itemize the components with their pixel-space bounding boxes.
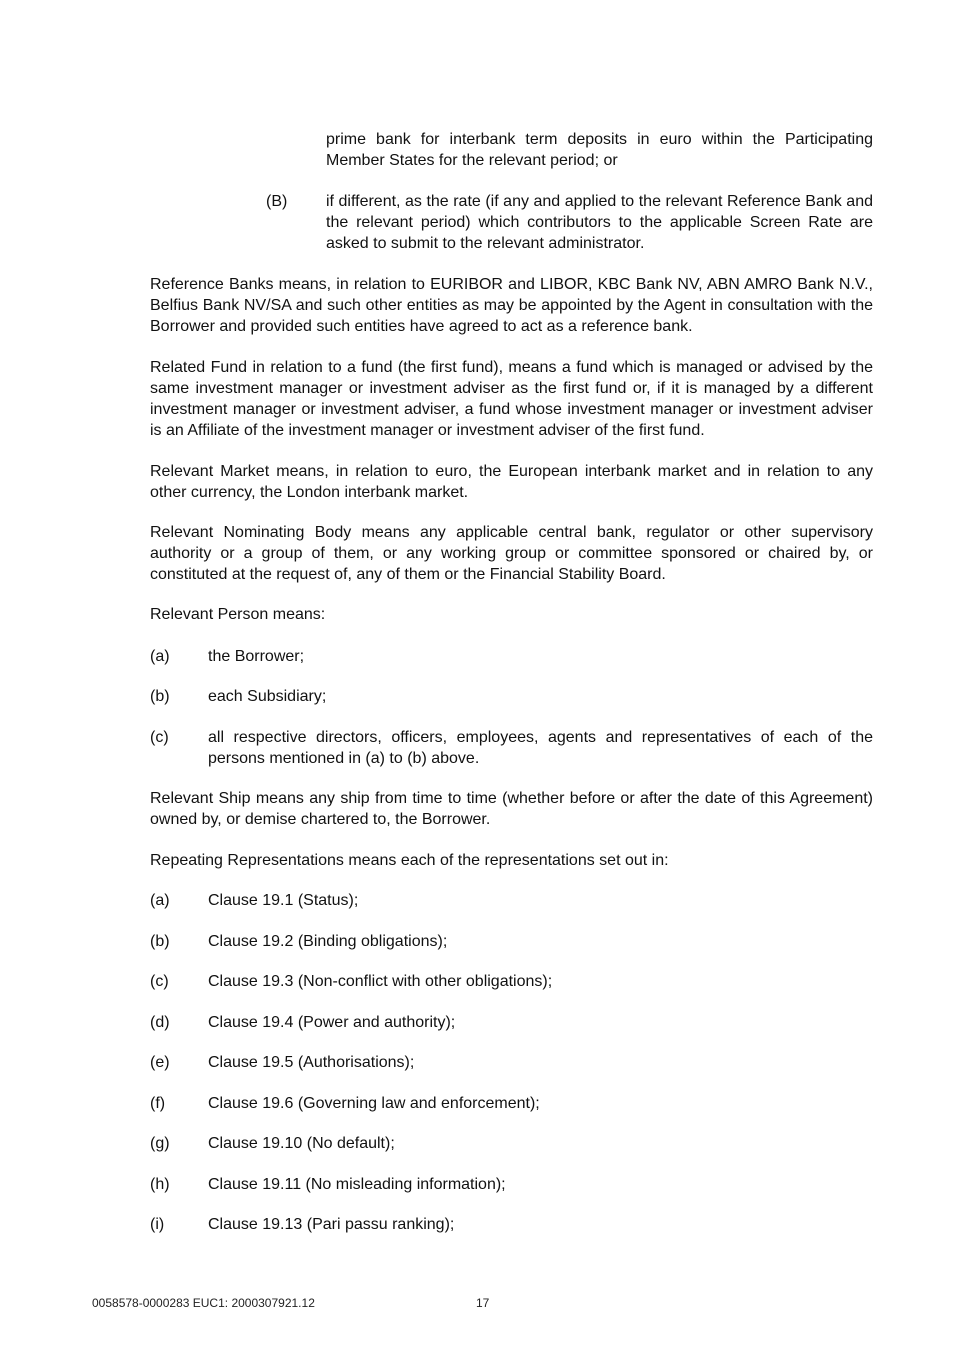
definition-text: in relation to a fund (the first fund), means a fund which is managed or advised by the same investment manager or investment adviser as the first fund or, if it is managed by a different investment manager or investment adviser, a fund whose investment manager or investment adviser is an Affiliate of the investment manager or investment adviser of the first fund. [150, 359, 874, 439]
list-item-label: (f) [150, 1095, 166, 1112]
definition-text: means each of the representations set out in: [343, 852, 669, 869]
page-number: 17 [476, 1296, 490, 1310]
definition-text: means any applicable central bank, regulator or other supervisory authority or a group of them, or any working group or committee sponsored or chaired by, or constituted at the request of, any of them or the Financial Stability Board. [150, 524, 873, 583]
list-item-text: the Borrower; [208, 648, 305, 665]
term-relevant-ship: Relevant Ship [150, 790, 251, 807]
sub-item-b-label: (B) [266, 193, 288, 210]
footer-doc-ref: 0058578-0000283 EUC1: 2000307921.12 [92, 1296, 315, 1310]
definition-relevant-ship [150, 788, 873, 830]
definition-text: means, in relation to EURIBOR and LIBOR, KBC Bank NV, ABN AMRO Bank N.V., Belfius Bank NV/SA and such other entities as may be appointed by the Agent in consultation with the Borrower and provided such entities have agreed to act as a reference bank. [150, 276, 874, 335]
list-item-text: Clause 19.13 (Pari passu ranking); [208, 1216, 455, 1233]
definition-text: means: [268, 606, 326, 623]
list-item-text: Clause 19.1 (Status); [208, 892, 359, 909]
list-item-text: Clause 19.6 (Governing law and enforcement); [208, 1095, 540, 1112]
list-item-text: Clause 19.5 (Authorisations); [208, 1054, 415, 1071]
term-reference-banks: Reference Banks [150, 276, 274, 293]
list-item-label: (d) [150, 1014, 170, 1031]
term-relevant-nominating-body: Relevant Nominating Body [150, 524, 352, 541]
list-item-label: (h) [150, 1176, 170, 1193]
definition-related-fund [150, 357, 873, 441]
term-related-fund: Related Fund [150, 359, 248, 376]
list-item-label: (e) [150, 1054, 170, 1071]
definition-text: means any ship from time to time (whether before or after the date of this Agreement) owned by, or demise chartered to, the Borrower. [150, 790, 873, 828]
list-item-label: (a) [150, 892, 170, 909]
term-repeating-representations: Repeating Representations [150, 852, 344, 869]
list-item-text: all respective directors, officers, employees, agents and representatives of each of the persons mentioned in (a) to (b) above. [208, 729, 873, 767]
list-item-label: (b) [150, 688, 170, 705]
list-item-label: (i) [150, 1216, 165, 1233]
list-item-text: Clause 19.2 (Binding obligations); [208, 933, 448, 950]
definition-relevant-nominating-body [150, 522, 873, 585]
list-item-label: (c) [150, 973, 169, 990]
definition-relevant-market [150, 461, 873, 503]
list-item-text: Clause 19.3 (Non-conflict with other obligations); [208, 973, 553, 990]
definition-reference-banks [150, 274, 873, 337]
sub-item-b-text: if different, as the rate (if any and applied to the relevant Reference Bank and the relevant period) which contributors to the applicable Screen Rate are asked to submit to the relevant administrator. [326, 193, 873, 252]
term-relevant-market: Relevant Market [150, 463, 270, 480]
list-item-text: Clause 19.11 (No misleading information); [208, 1176, 506, 1193]
list-item-label: (c) [150, 729, 169, 746]
list-item-label: (b) [150, 933, 170, 950]
list-item-text: each Subsidiary; [208, 688, 327, 705]
list-item-text: Clause 19.4 (Power and authority); [208, 1014, 456, 1031]
list-item-label: (a) [150, 648, 170, 665]
list-item-text: Clause 19.10 (No default); [208, 1135, 395, 1152]
definition-repeating-representations [150, 850, 873, 871]
list-item-label: (g) [150, 1135, 170, 1152]
definition-text: means, in relation to euro, the European interbank market and in relation to any other currency, the London interbank market. [150, 463, 873, 501]
definition-relevant-person [150, 604, 873, 625]
term-relevant-person: Relevant Person [150, 606, 269, 623]
continuation-paragraph: prime bank for interbank term deposits in euro within the Participating Member States for the relevant period; or [326, 131, 873, 169]
